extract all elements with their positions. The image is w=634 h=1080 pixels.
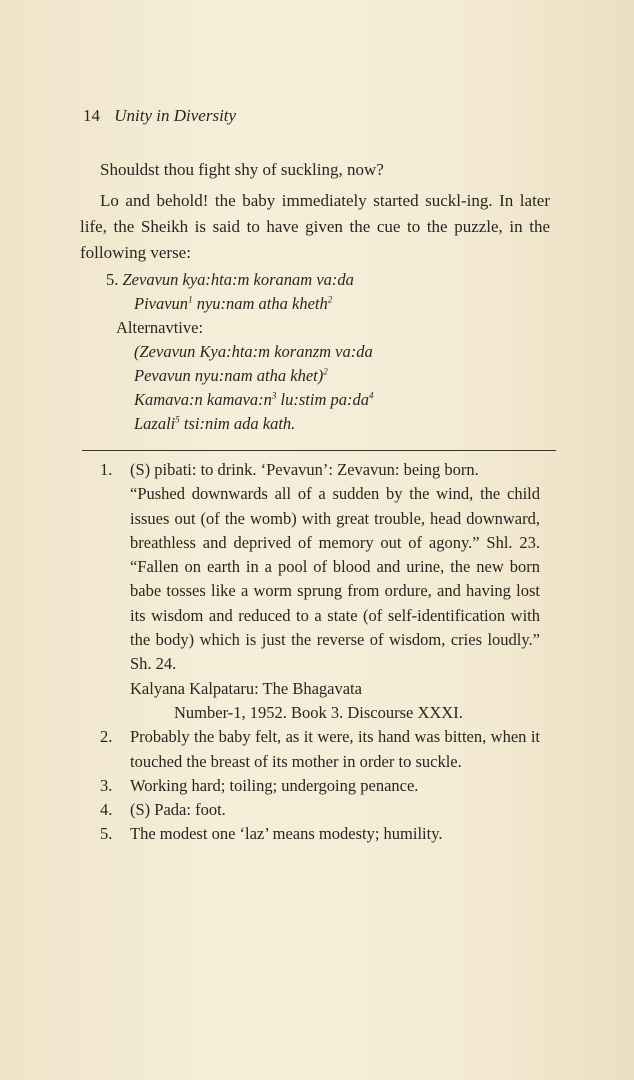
footnote-ref: 2 <box>327 294 333 305</box>
footnote-1-line-2: “Pushed downwards all of a sudden by the wind, the child issues out (of the womb) with great trouble, head downward, breathless and deprived of memory out of agony.” Shl. 23. “Fallen on earth in a pool of blood and urine, the new born babe tosses like a worm sprung from ordure, and having lost its wisdom and reduced to a state (of self-identification with the body) which is just the reverse of wisdom, cries loudly.” Sh. 24. <box>130 484 540 674</box>
alt-line-4 <box>106 412 374 436</box>
footnote-ref: 1 <box>188 294 193 305</box>
footnote-4 <box>100 798 540 822</box>
footnote-1-line-1: (S) pibati: to drink. ‘Pevavun’: Zevavun: being born. <box>130 460 479 479</box>
verse-number: 5. <box>106 270 119 289</box>
footnote-number: 3. <box>100 775 113 795</box>
footnote-3 <box>100 774 540 798</box>
footnote-1-line-4: Number-1, 1952. Book 3. Discourse XXXI. <box>174 702 463 722</box>
footnote-4-text: (S) Pada: foot. <box>130 800 226 820</box>
footnote-1 <box>100 458 540 725</box>
alt-line-3-b: lu:stim pa:da <box>276 390 370 409</box>
running-title: Unity in Diversity <box>114 106 237 125</box>
footnote-2 <box>100 725 540 774</box>
alt-line-1: (Zevavun Kya:hta:m koranzm va:da <box>134 342 373 361</box>
paragraph-1: Shouldst thou fight shy of suckling, now? <box>100 160 384 179</box>
footnote-3-text: Working hard; toiling; undergoing penance. <box>130 775 419 795</box>
footnote-divider <box>82 450 556 451</box>
footnote-number: 1. <box>100 460 113 479</box>
footnote-number: 5. <box>100 824 113 844</box>
footnote-ref: 4 <box>369 390 374 401</box>
footnote-2-text: Probably the baby felt, as it were, its hand was bitten, when it touched the breast of its mother in order to suckle. <box>130 727 540 771</box>
footnote-5-text: The modest one ‘laz’ means modesty; humility. <box>130 824 443 844</box>
page-number: 14 <box>83 106 100 125</box>
alt-line-3 <box>106 388 374 412</box>
verse-line-2 <box>106 292 374 316</box>
verse-line-2-a: Pivavun <box>134 294 189 313</box>
verse-line-1 <box>106 268 374 292</box>
alt-line-3-a: Kamava:n kamava:n <box>134 390 272 409</box>
footnote-ref: 5 <box>175 414 180 425</box>
alt-line-2-a: Pevavun nyu:nam atha khet) <box>134 366 324 385</box>
alternative-label: Alternavtive: <box>116 318 204 337</box>
verse-line-1-text: Zevavun kya:hta:m koranam va:da <box>122 270 354 289</box>
footnote-number: 4. <box>100 800 113 820</box>
footnote-ref: 2 <box>323 366 328 377</box>
alt-line-4-a: Lazali <box>134 414 176 433</box>
footnotes <box>100 458 540 847</box>
footnote-1-line-3: Kalyana Kalpataru: The Bhagavata <box>130 678 362 698</box>
alt-line-4-b: tsi:nim ada kath. <box>179 414 296 433</box>
verse-block <box>106 268 374 436</box>
footnote-number: 2. <box>100 727 113 747</box>
paragraph-2: Lo and behold! the baby immediately started suckl-ing. In later life, the Sheikh is said to have given the cue to the puzzle, in the following verse: <box>80 191 550 262</box>
verse-line-2-b: nyu:nam atha kheth <box>192 294 328 313</box>
footnote-5 <box>100 822 540 846</box>
alt-line-2 <box>106 364 374 388</box>
footnote-ref: 3 <box>271 390 277 401</box>
running-header <box>83 106 236 126</box>
